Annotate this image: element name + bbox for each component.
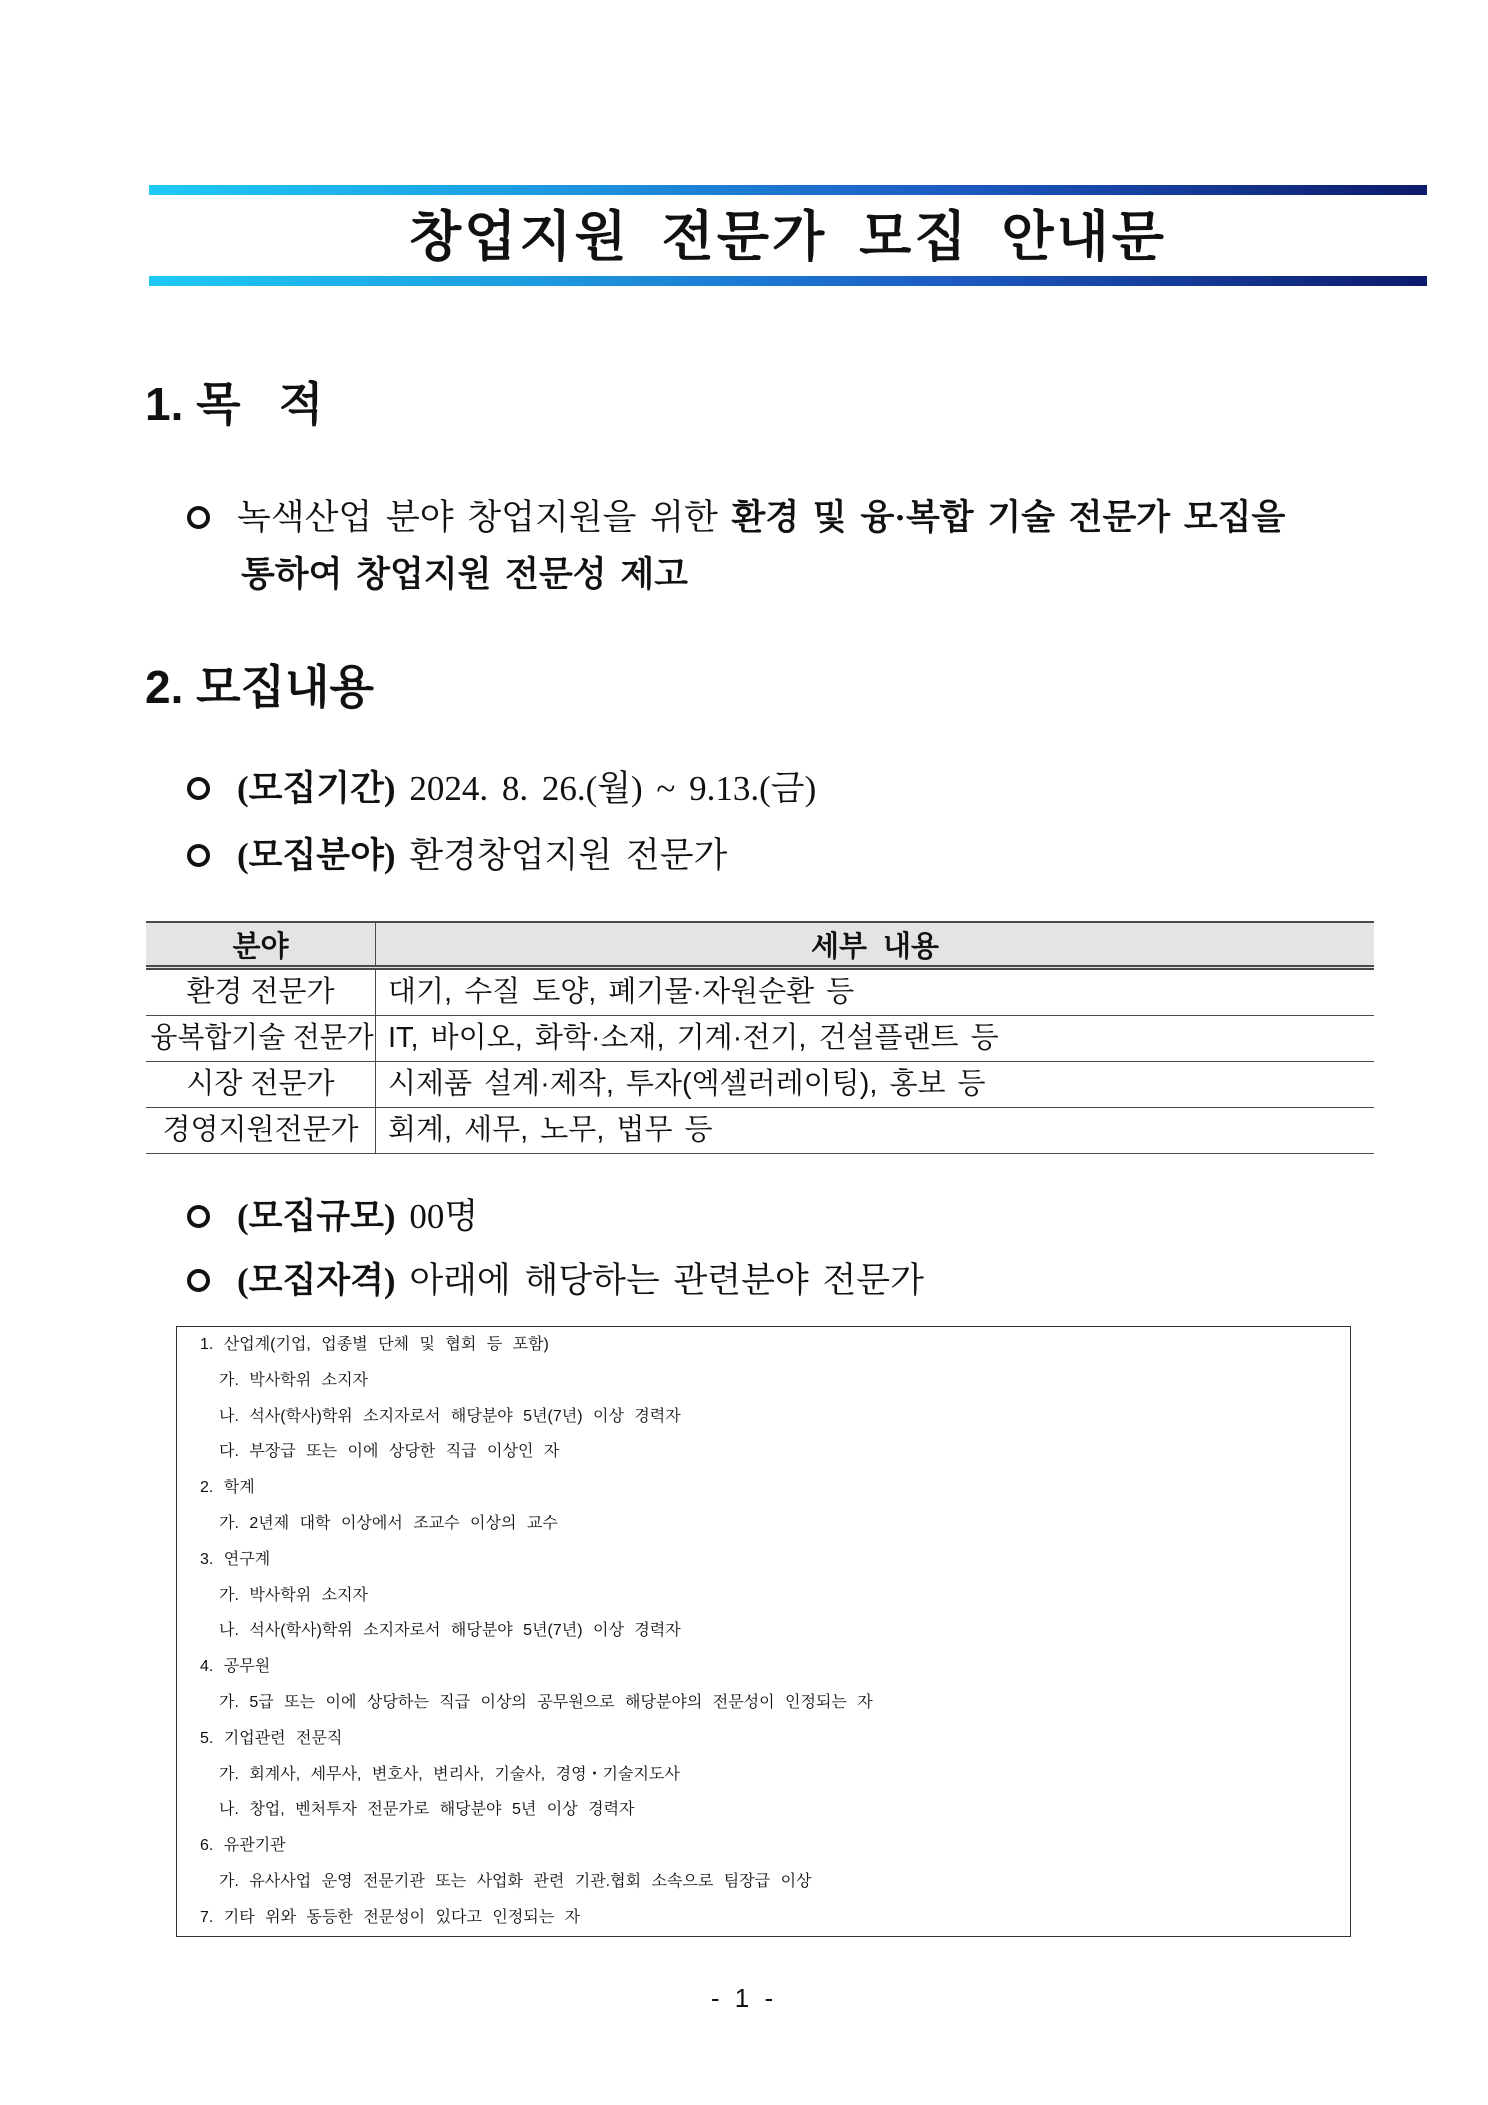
- purpose-text: [237, 497, 1285, 539]
- criteria-item: 가. 박사학위 소지자: [219, 1371, 368, 1389]
- table-cell-field-text: 시장 전문가: [186, 1068, 335, 1100]
- table-body: [146, 968, 1374, 1154]
- criteria-item: 가. 유사사업 운영 전문기관 또는 사업화 관련 기관.협회 소속으로 팀장급 이상: [219, 1872, 812, 1890]
- table-cell-field: [146, 1062, 376, 1108]
- table-row: [146, 1016, 1374, 1062]
- criteria-item: 나. 석사(학사)학위 소지자로서 해당분야 5년(7년) 이상 경력자: [219, 1622, 681, 1640]
- criteria-group-title: 1. 산업계(기업, 업종별 단체 및 협회 등 포함): [200, 1336, 549, 1353]
- recruit-qualification-label: (모집자격): [237, 1261, 396, 1300]
- section-heading-purpose: 1. 목 적: [145, 378, 324, 430]
- circle-bullet-icon: [187, 777, 210, 800]
- recruit-field-label: (모집분야): [237, 836, 396, 875]
- criteria-item: 나. 창업, 벤처투자 전문가로 해당분야 5년 이상 경력자: [219, 1801, 635, 1819]
- criteria-item: 가. 회계사, 세무사, 변호사, 변리사, 기술사, 경영・기술지도사: [219, 1765, 680, 1783]
- recruit-qualification-value: 아래에 해당하는 관련분야 전문가: [409, 1261, 924, 1300]
- recruit-scale-bullet: [183, 1196, 1373, 1238]
- table-header-row: [146, 922, 1374, 968]
- recruit-period-text: [237, 768, 816, 810]
- table-cell-field-text: 경영지원전문가: [162, 1114, 359, 1146]
- recruit-period-bullet: [183, 768, 1373, 810]
- recruit-scale-text: [237, 1196, 478, 1238]
- circle-bullet-icon: [187, 506, 210, 529]
- criteria-group-title: 5. 기업관련 전문직: [200, 1729, 343, 1747]
- purpose-text-bold: 환경 및 융·복합 기술 전문가 모집을: [731, 498, 1286, 537]
- recruit-qualification-bullet: [183, 1260, 1373, 1302]
- table-cell-field-text: 환경 전문가: [186, 976, 335, 1008]
- recruit-field-table: [146, 921, 1374, 1154]
- page-number: - 1 -: [710, 1983, 778, 2013]
- recruit-qualification-text: [237, 1260, 924, 1302]
- criteria-item: 가. 2년제 대학 이상에서 조교수 이상의 교수: [219, 1514, 558, 1532]
- criteria-group-title: 3. 연구계: [200, 1550, 271, 1568]
- purpose-text-continued: 통하여 창업지원 전문성 제고: [241, 555, 688, 594]
- criteria-group-title: 6. 유관기관: [200, 1837, 286, 1855]
- table-cell-detail: [376, 1016, 1375, 1062]
- recruit-period-value: 2024. 8. 26.(월) ~ 9.13.(금): [409, 769, 817, 808]
- circle-bullet-icon: [187, 844, 210, 867]
- section-heading-recruit: 2. 모집내용: [145, 661, 374, 713]
- table-cell-field: [146, 968, 376, 1016]
- purpose-text-normal: 녹색산업 분야 창업지원을 위한: [237, 498, 732, 537]
- circle-bullet-icon: [187, 1205, 210, 1228]
- table-cell-detail: [376, 1108, 1375, 1154]
- table-cell-detail: [376, 968, 1375, 1016]
- table-row: [146, 1108, 1374, 1154]
- recruit-period-label: (모집기간): [237, 769, 396, 808]
- criteria-item: 나. 석사(학사)학위 소지자로서 해당분야 5년(7년) 이상 경력자: [219, 1407, 681, 1425]
- title-bottom-gradient-bar: [149, 276, 1427, 286]
- purpose-bullet: [183, 497, 1373, 539]
- table-cell-field: [146, 1016, 376, 1062]
- criteria-item: 다. 부장급 또는 이에 상당한 직급 이상인 자: [219, 1443, 560, 1461]
- table-cell-detail-text: 회계, 세무, 노무, 법무 등: [388, 1114, 713, 1146]
- criteria-group-title: 2. 학계: [200, 1479, 255, 1497]
- table-cell-detail: [376, 1062, 1375, 1108]
- recruit-scale-label: (모집규모): [237, 1197, 396, 1236]
- qualification-criteria-box: [176, 1326, 1351, 1937]
- table-cell-detail-text: 대기, 수질 토양, 폐기물·자원순환 등: [388, 976, 855, 1008]
- table-cell-detail-text: 시제품 설계·제작, 투자(엑셀러레이팅), 홍보 등: [388, 1068, 986, 1100]
- document-title: 창업지원 전문가 모집 안내문: [409, 207, 1167, 267]
- table-row: [146, 968, 1374, 1016]
- recruit-field-bullet: [183, 835, 1373, 877]
- recruit-scale-value: 00명: [409, 1197, 479, 1236]
- criteria-item: 가. 5급 또는 이에 상당하는 직급 이상의 공무원으로 해당분야의 전문성이 인정되는 자: [219, 1693, 873, 1711]
- table-cell-field: [146, 1108, 376, 1154]
- circle-bullet-icon: [187, 1269, 210, 1292]
- table-header-detail: 세부 내용: [376, 922, 1375, 968]
- criteria-group-title: 4. 공무원: [200, 1658, 271, 1676]
- recruit-field-text: [237, 835, 727, 877]
- table-cell-field-text: 융복합기술 전문가: [150, 1022, 374, 1054]
- table-cell-detail-text: IT, 바이오, 화학·소재, 기계·전기, 건설플랜트 등: [388, 1022, 999, 1054]
- table-row: [146, 1062, 1374, 1108]
- title-top-gradient-bar: [149, 185, 1427, 195]
- recruit-field-value: 환경창업지원 전문가: [409, 836, 728, 875]
- criteria-group-title: 7. 기타 위와 동등한 전문성이 있다고 인정되는 자: [200, 1908, 581, 1926]
- table-header-field: 분야: [146, 922, 376, 968]
- criteria-item: 가. 박사학위 소지자: [219, 1586, 368, 1604]
